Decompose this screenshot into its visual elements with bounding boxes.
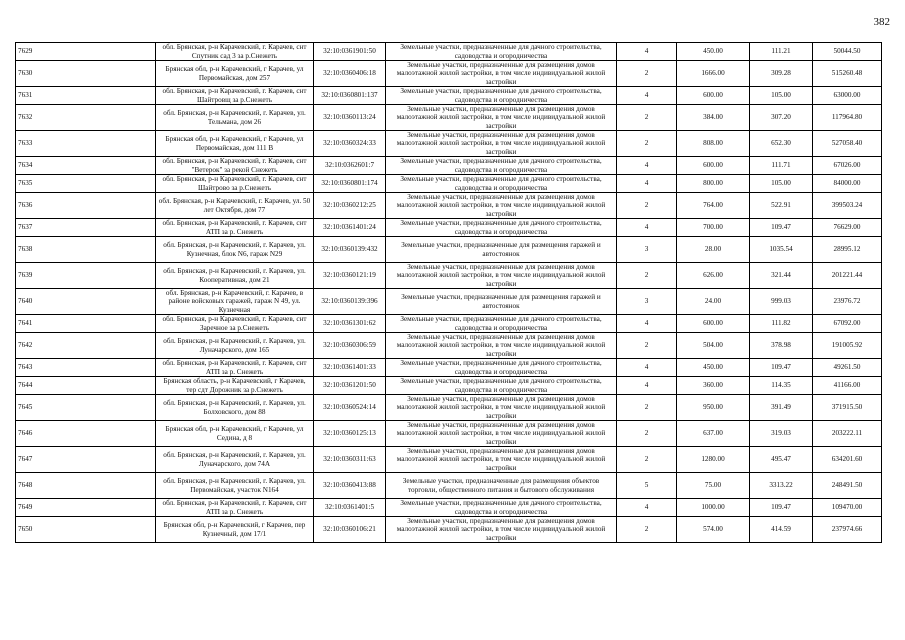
use-category-cell: 4 [617, 43, 677, 61]
cadastral-number-cell: 32:10:0360406:18 [314, 61, 386, 87]
specific-value-cell: 111.21 [750, 43, 813, 61]
row-number: 7633 [16, 131, 156, 157]
land-use-cell: Земельные участки, предназначенные для размещения домов малоэтажной жилой застройки, в том числе индивидуальной жилой застройки [386, 333, 617, 359]
address-cell: Брянская обл, р-н Карачевский, г Карачев, ул Первомайская, дом 257 [156, 61, 314, 87]
table-row [16, 43, 882, 61]
table-row [16, 473, 882, 499]
address-cell: обл. Брянская, р-н Карачевский, г. Карачев, снт "Ветерок" за рекой Снежеть [156, 157, 314, 175]
specific-value-cell: 109.47 [750, 219, 813, 237]
cadastral-value-cell: 109470.00 [813, 499, 882, 517]
specific-value-cell: 495.47 [750, 447, 813, 473]
cadastral-value-cell: 63000.00 [813, 87, 882, 105]
land-use-cell: Земельные участки, предназначенные для дачного строительства, садоводства и огородничества [386, 175, 617, 193]
land-use-cell: Земельные участки, предназначенные для размещения домов малоэтажной жилой застройки, в том числе индивидуальной жилой застройки [386, 447, 617, 473]
specific-value-cell: 111.82 [750, 315, 813, 333]
land-use-cell: Земельные участки, предназначенные для размещения объектов торговли, общественного питания и бытового обслуживания [386, 473, 617, 499]
land-use-cell: Земельные участки, предназначенные для дачного строительства, садоводства и огородничества [386, 499, 617, 517]
land-use-cell: Земельные участки, предназначенные для размещения гаражей и автостоянок [386, 237, 617, 263]
address-cell: обл. Брянская, р-н Карачевский, г. Карачев, ул. Тельмана, дом 26 [156, 105, 314, 131]
area-cell: 1280.00 [677, 447, 750, 473]
use-category-cell: 4 [617, 499, 677, 517]
address-cell: обл. Брянская, р-н Карачевский, г. Карачев, в районе войсковых гаражей, гараж N 49, ул. Кузнечная [156, 289, 314, 315]
row-number: 7650 [16, 517, 156, 543]
cadastral-number-cell: 32:10:0361401:5 [314, 499, 386, 517]
use-category-cell: 4 [617, 219, 677, 237]
land-use-cell: Земельные участки, предназначенные для дачного строительства, садоводства и огородничества [386, 87, 617, 105]
row-number: 7644 [16, 377, 156, 395]
use-category-cell: 3 [617, 289, 677, 315]
use-category-cell: 2 [617, 61, 677, 87]
table-row [16, 105, 882, 131]
area-cell: 75.00 [677, 473, 750, 499]
cadastral-value-cell: 203222.11 [813, 421, 882, 447]
area-cell: 600.00 [677, 315, 750, 333]
land-use-cell: Земельные участки, предназначенные для дачного строительства, садоводства и огородничества [386, 359, 617, 377]
cadastral-value-cell: 527058.40 [813, 131, 882, 157]
row-number: 7647 [16, 447, 156, 473]
cadastral-number-cell: 32:10:0361301:62 [314, 315, 386, 333]
specific-value-cell: 1035.54 [750, 237, 813, 263]
cadastral-value-cell: 117964.80 [813, 105, 882, 131]
cadastral-number-cell: 32:10:0360139:432 [314, 237, 386, 263]
row-number: 7635 [16, 175, 156, 193]
cadastral-value-cell: 84000.00 [813, 175, 882, 193]
row-number: 7649 [16, 499, 156, 517]
cadastral-number-cell: 32:10:0360324:33 [314, 131, 386, 157]
table-row [16, 87, 882, 105]
row-number: 7631 [16, 87, 156, 105]
area-cell: 574.00 [677, 517, 750, 543]
table-row [16, 61, 882, 87]
table-row [16, 175, 882, 193]
specific-value-cell: 109.47 [750, 499, 813, 517]
address-cell: Брянская обл, р-н Карачевский, г Карачев, ул Первомайская, дом 111 В [156, 131, 314, 157]
use-category-cell: 2 [617, 447, 677, 473]
table-row [16, 219, 882, 237]
use-category-cell: 4 [617, 175, 677, 193]
specific-value-cell: 114.35 [750, 377, 813, 395]
address-cell: обл. Брянская, р-н Карачевский, г. Карачев, ул. Кузнечная, блок N6, гараж N29 [156, 237, 314, 263]
specific-value-cell: 378.98 [750, 333, 813, 359]
area-cell: 504.00 [677, 333, 750, 359]
cadastral-number-cell: 32:10:0361201:50 [314, 377, 386, 395]
row-number: 7648 [16, 473, 156, 499]
area-cell: 600.00 [677, 157, 750, 175]
land-use-cell: Земельные участки, предназначенные для размещения домов малоэтажной жилой застройки, в том числе индивидуальной жилой застройки [386, 517, 617, 543]
table-row [16, 333, 882, 359]
specific-value-cell: 309.28 [750, 61, 813, 87]
area-cell: 764.00 [677, 193, 750, 219]
land-register-table [15, 42, 882, 543]
table-row [16, 237, 882, 263]
land-use-cell: Земельные участки, предназначенные для дачного строительства, садоводства и огородничества [386, 43, 617, 61]
use-category-cell: 2 [617, 395, 677, 421]
cadastral-value-cell: 28995.12 [813, 237, 882, 263]
table-row [16, 395, 882, 421]
land-use-cell: Земельные участки, предназначенные для дачного строительства, садоводства и огородничества [386, 315, 617, 333]
specific-value-cell: 105.00 [750, 175, 813, 193]
use-category-cell: 4 [617, 315, 677, 333]
cadastral-value-cell: 191005.92 [813, 333, 882, 359]
use-category-cell: 2 [617, 105, 677, 131]
cadastral-number-cell: 32:10:0360801:174 [314, 175, 386, 193]
area-cell: 700.00 [677, 219, 750, 237]
specific-value-cell: 109.47 [750, 359, 813, 377]
table-row [16, 289, 882, 315]
use-category-cell: 2 [617, 517, 677, 543]
specific-value-cell: 105.00 [750, 87, 813, 105]
address-cell: обл. Брянская, р-н Карачевский, г. Карачев, ул. 50 лет Октября, дом 77 [156, 193, 314, 219]
cadastral-value-cell: 67026.00 [813, 157, 882, 175]
land-use-cell: Земельные участки, предназначенные для размещения домов малоэтажной жилой застройки, в том числе индивидуальной жилой застройки [386, 193, 617, 219]
area-cell: 1666.00 [677, 61, 750, 87]
specific-value-cell: 321.44 [750, 263, 813, 289]
row-number: 7637 [16, 219, 156, 237]
land-use-cell: Земельные участки, предназначенные для размещения домов малоэтажной жилой застройки, в том числе индивидуальной жилой застройки [386, 421, 617, 447]
cadastral-number-cell: 32:10:0362601:7 [314, 157, 386, 175]
cadastral-value-cell: 201221.44 [813, 263, 882, 289]
row-number: 7640 [16, 289, 156, 315]
land-use-cell: Земельные участки, предназначенные для размещения домов малоэтажной жилой застройки, в том числе индивидуальной жилой застройки [386, 263, 617, 289]
row-number: 7646 [16, 421, 156, 447]
page-number: 382 [873, 16, 890, 28]
address-cell: обл. Брянская, р-н Карачевский, г. Карачев, снт Заречное за р.Снежеть [156, 315, 314, 333]
specific-value-cell: 391.49 [750, 395, 813, 421]
cadastral-number-cell: 32:10:0360121:19 [314, 263, 386, 289]
cadastral-value-cell: 41166.00 [813, 377, 882, 395]
cadastral-number-cell: 32:10:0360311:63 [314, 447, 386, 473]
row-number: 7642 [16, 333, 156, 359]
specific-value-cell: 111.71 [750, 157, 813, 175]
cadastral-number-cell: 32:10:0360306:59 [314, 333, 386, 359]
area-cell: 450.00 [677, 359, 750, 377]
cadastral-value-cell: 67092.00 [813, 315, 882, 333]
area-cell: 600.00 [677, 87, 750, 105]
table-row [16, 263, 882, 289]
row-number: 7630 [16, 61, 156, 87]
row-number: 7634 [16, 157, 156, 175]
area-cell: 950.00 [677, 395, 750, 421]
use-category-cell: 2 [617, 421, 677, 447]
row-number: 7632 [16, 105, 156, 131]
cadastral-value-cell: 248491.50 [813, 473, 882, 499]
cadastral-value-cell: 237974.66 [813, 517, 882, 543]
address-cell: Брянская обл, р-н Карачевский, г Карачев, ул Седина, д 8 [156, 421, 314, 447]
cadastral-value-cell: 515260.48 [813, 61, 882, 87]
address-cell: обл. Брянская, р-н Карачевский, г. Карачев, снт Шайтровщ за р.Снежеть [156, 87, 314, 105]
row-number: 7638 [16, 237, 156, 263]
address-cell: обл. Брянская, р-н Карачевский, г. Карачев, ул. Болховского, дом 88 [156, 395, 314, 421]
land-use-cell: Земельные участки, предназначенные для дачного строительства, садоводства и огородничества [386, 377, 617, 395]
area-cell: 24.00 [677, 289, 750, 315]
area-cell: 1000.00 [677, 499, 750, 517]
address-cell: обл. Брянская, р-н Карачевский, г. Карачев, снт АТП за р. Снежеть [156, 499, 314, 517]
cadastral-number-cell: 32:10:0360801:137 [314, 87, 386, 105]
use-category-cell: 4 [617, 377, 677, 395]
land-use-cell: Земельные участки, предназначенные для дачного строительства, садоводства и огородничества [386, 219, 617, 237]
land-use-cell: Земельные участки, предназначенные для размещения гаражей и автостоянок [386, 289, 617, 315]
specific-value-cell: 319.03 [750, 421, 813, 447]
use-category-cell: 2 [617, 131, 677, 157]
area-cell: 637.00 [677, 421, 750, 447]
specific-value-cell: 522.91 [750, 193, 813, 219]
cadastral-number-cell: 32:10:0361901:50 [314, 43, 386, 61]
use-category-cell: 3 [617, 237, 677, 263]
land-use-cell: Земельные участки, предназначенные для размещения домов малоэтажной жилой застройки, в том числе индивидуальной жилой застройки [386, 105, 617, 131]
table-row [16, 131, 882, 157]
cadastral-value-cell: 49261.50 [813, 359, 882, 377]
cadastral-value-cell: 50044.50 [813, 43, 882, 61]
area-cell: 808.00 [677, 131, 750, 157]
address-cell: обл. Брянская, р-н Карачевский, г. Карачев, снт АТП за р. Снежеть [156, 219, 314, 237]
address-cell: обл. Брянская, р-н Карачевский, г. Карачев, ул. Кооперативная, дом 21 [156, 263, 314, 289]
row-number: 7636 [16, 193, 156, 219]
area-cell: 360.00 [677, 377, 750, 395]
land-use-cell: Земельные участки, предназначенные для размещения домов малоэтажной жилой застройки, в том числе индивидуальной жилой застройки [386, 61, 617, 87]
table-row [16, 315, 882, 333]
cadastral-value-cell: 76629.00 [813, 219, 882, 237]
address-cell: обл. Брянская, р-н Карачевский, г. Карачев, ул. Луначарского, дом 165 [156, 333, 314, 359]
cadastral-number-cell: 32:10:0360413:88 [314, 473, 386, 499]
address-cell: обл. Брянская, р-н Карачевский, г. Карачев, ул. Первомайская, участок N164 [156, 473, 314, 499]
area-cell: 626.00 [677, 263, 750, 289]
cadastral-value-cell: 371915.50 [813, 395, 882, 421]
address-cell: обл. Брянская, р-н Карачевский, г. Карачев, снт Шайтрово за р.Снежеть [156, 175, 314, 193]
area-cell: 384.00 [677, 105, 750, 131]
row-number: 7643 [16, 359, 156, 377]
cadastral-number-cell: 32:10:0361401:33 [314, 359, 386, 377]
specific-value-cell: 652.30 [750, 131, 813, 157]
table-row [16, 499, 882, 517]
use-category-cell: 4 [617, 359, 677, 377]
row-number: 7641 [16, 315, 156, 333]
use-category-cell: 4 [617, 87, 677, 105]
row-number: 7645 [16, 395, 156, 421]
use-category-cell: 2 [617, 193, 677, 219]
table-row [16, 157, 882, 175]
address-cell: обл. Брянская, р-н Карачевский, г. Карачев, ул. Луначарского, дом 74А [156, 447, 314, 473]
specific-value-cell: 3313.22 [750, 473, 813, 499]
table-row [16, 421, 882, 447]
use-category-cell: 2 [617, 333, 677, 359]
cadastral-number-cell: 32:10:0360113:24 [314, 105, 386, 131]
cadastral-number-cell: 32:10:0360524:14 [314, 395, 386, 421]
land-use-cell: Земельные участки, предназначенные для размещения домов малоэтажной жилой застройки, в том числе индивидуальной жилой застройки [386, 131, 617, 157]
area-cell: 450.00 [677, 43, 750, 61]
table-row [16, 193, 882, 219]
register-body [16, 43, 882, 543]
cadastral-number-cell: 32:10:0360139:396 [314, 289, 386, 315]
cadastral-value-cell: 634201.60 [813, 447, 882, 473]
table-row [16, 359, 882, 377]
use-category-cell: 2 [617, 263, 677, 289]
area-cell: 28.00 [677, 237, 750, 263]
row-number: 7629 [16, 43, 156, 61]
address-cell: Брянская обл, р-н Карачевский, г Карачев, пер Кузнечный, дом 17/1 [156, 517, 314, 543]
use-category-cell: 4 [617, 157, 677, 175]
cadastral-value-cell: 23976.72 [813, 289, 882, 315]
land-use-cell: Земельные участки, предназначенные для дачного строительства, садоводства и огородничества [386, 157, 617, 175]
cadastral-number-cell: 32:10:0360106:21 [314, 517, 386, 543]
specific-value-cell: 414.59 [750, 517, 813, 543]
table-row [16, 377, 882, 395]
address-cell: обл. Брянская, р-н Карачевский, г. Карачев, снт Спутник сад 3 за р.Снежеть [156, 43, 314, 61]
cadastral-number-cell: 32:10:0361401:24 [314, 219, 386, 237]
cadastral-number-cell: 32:10:0360125:13 [314, 421, 386, 447]
address-cell: обл. Брянская, р-н Карачевский, г. Карачев, снт АТП за р. Снежеть [156, 359, 314, 377]
specific-value-cell: 307.20 [750, 105, 813, 131]
cadastral-number-cell: 32:10:0360212:25 [314, 193, 386, 219]
address-cell: Брянская область, р-н Карачевский, г Карачев, тер сдт Дорожник за р.Снежеть [156, 377, 314, 395]
specific-value-cell: 999.03 [750, 289, 813, 315]
use-category-cell: 5 [617, 473, 677, 499]
cadastral-value-cell: 399503.24 [813, 193, 882, 219]
table-row [16, 447, 882, 473]
land-use-cell: Земельные участки, предназначенные для размещения домов малоэтажной жилой застройки, в том числе индивидуальной жилой застройки [386, 395, 617, 421]
table-row [16, 517, 882, 543]
row-number: 7639 [16, 263, 156, 289]
area-cell: 800.00 [677, 175, 750, 193]
